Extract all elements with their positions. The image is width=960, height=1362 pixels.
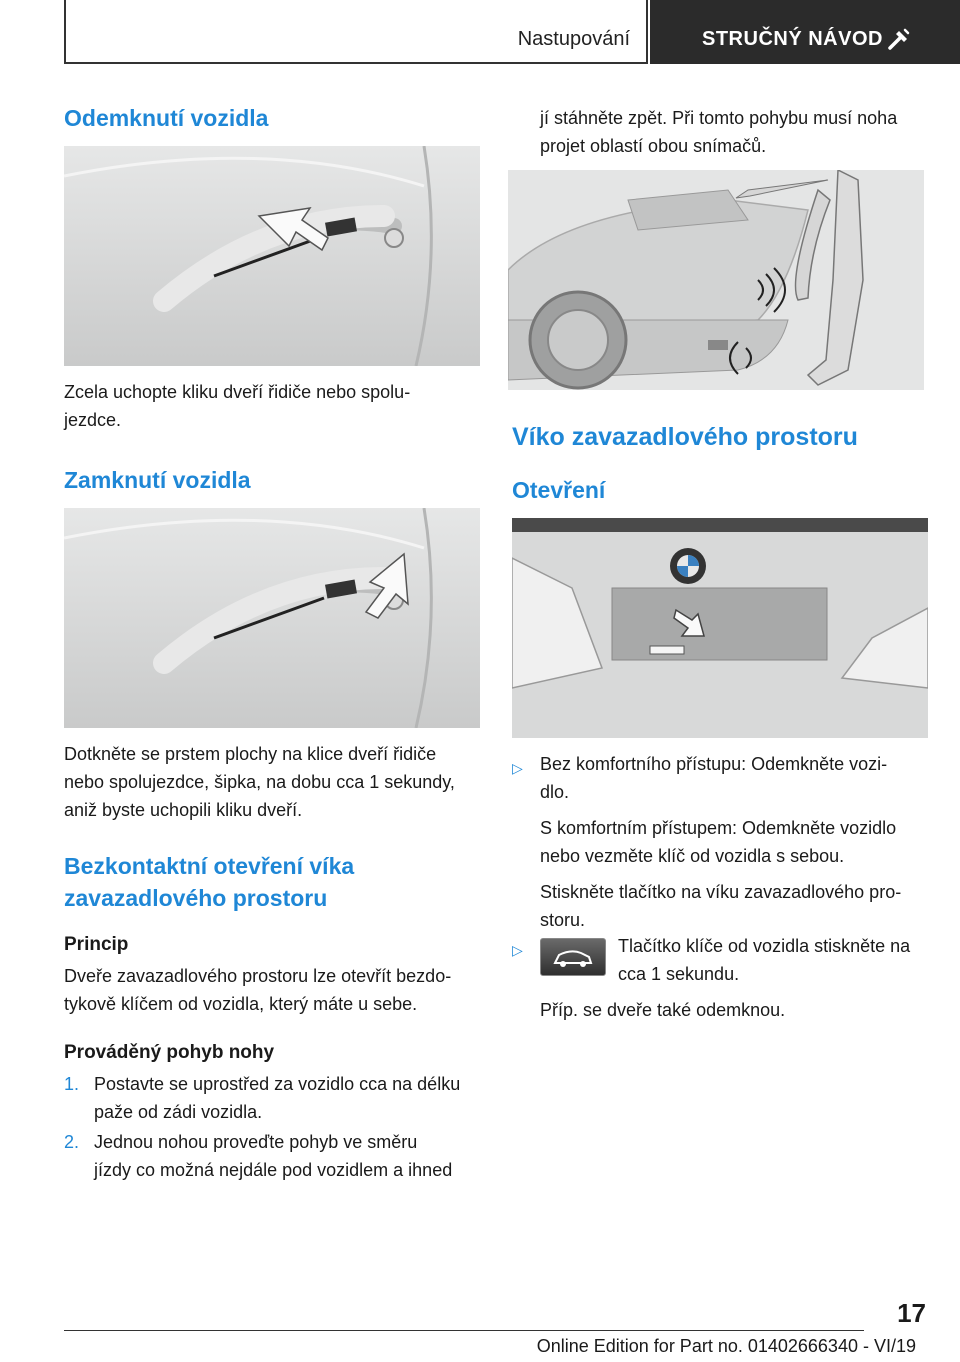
contactless-title: Bezkontaktní otevření víka zavazadlového prostoru [64,853,355,911]
principle-text: Dveře zavazadlového prostoru lze otevřít bezdo‐ tykově klíčem od vozidla, který máte u sebe. [64,966,452,1014]
wrench-icon [886,26,912,52]
principle-title: Princip [64,934,129,955]
triangle-bullet-icon: ▷ [512,760,523,776]
motion-step-1: 1. Postavte se uprostřed za vozidlo cca na délku paže od zádi vozidla. [64,1074,461,1122]
bullet-1: ▷ Bez komfortního přístupu: Odemkněte vozi‐ dlo. S komfortním přístupem: Odemkněte vozidlo nebo vezměte klíč od vozidla s sebou. Stiskněte tlačítko na víku zavazadlového pro‐ storu. [512,754,902,930]
foot-gesture-image [508,170,924,390]
lock-title: Zamknutí vozidla [64,467,251,493]
motion-step-2: 2. Jednou nohou proveďte pohyb ve směru jízdy co možná nejdále pod vozidlem a ihned [64,1132,453,1180]
header-guide-label: STRUČNÝ NÁVOD [702,28,883,50]
header-guide-box [650,0,960,64]
motion-title: Prováděný pohyb nohy [64,1042,275,1063]
door-handle-unlock-image [64,146,480,366]
trunk-lid-title: Víko zavazadlového prostoru [512,423,858,451]
unlock-title: Odemknutí vozidla [64,105,269,131]
footer-divider [64,1330,864,1331]
door-handle-lock-image [64,508,480,728]
unlock-description: Zcela uchopte kliku dveří řidiče nebo spolu‐ jezdce. [64,382,411,430]
opening-title: Otevření [512,477,606,503]
lock-description: Dotkněte se prstem plochy na klice dveří řidiče nebo spolujezdce, šipka, na dobu cca 1 sekundy, aniž byste uchopili kliku dveří. [64,744,455,820]
footer-edition: Online Edition for Part no. 01402666340 - VI/19 [536,1336,916,1356]
triangle-bullet-icon: ▷ [512,942,523,958]
header-section-title: Nastupování [517,28,630,50]
page-number: 17 [897,1298,926,1328]
header-section-box [64,0,648,64]
trunk-opening-image [512,518,928,738]
motion-step-2-continued: jí stáhněte zpět. Při tomto pohybu musí noha projet oblastí obou snímačů. [540,108,898,156]
car-key-button-icon [540,938,606,976]
bullet-2: ▷ Tlačítko klíče od vozidla stiskněte na cca 1 sekundu. Příp. se dveře také odemknou. [512,936,911,1020]
